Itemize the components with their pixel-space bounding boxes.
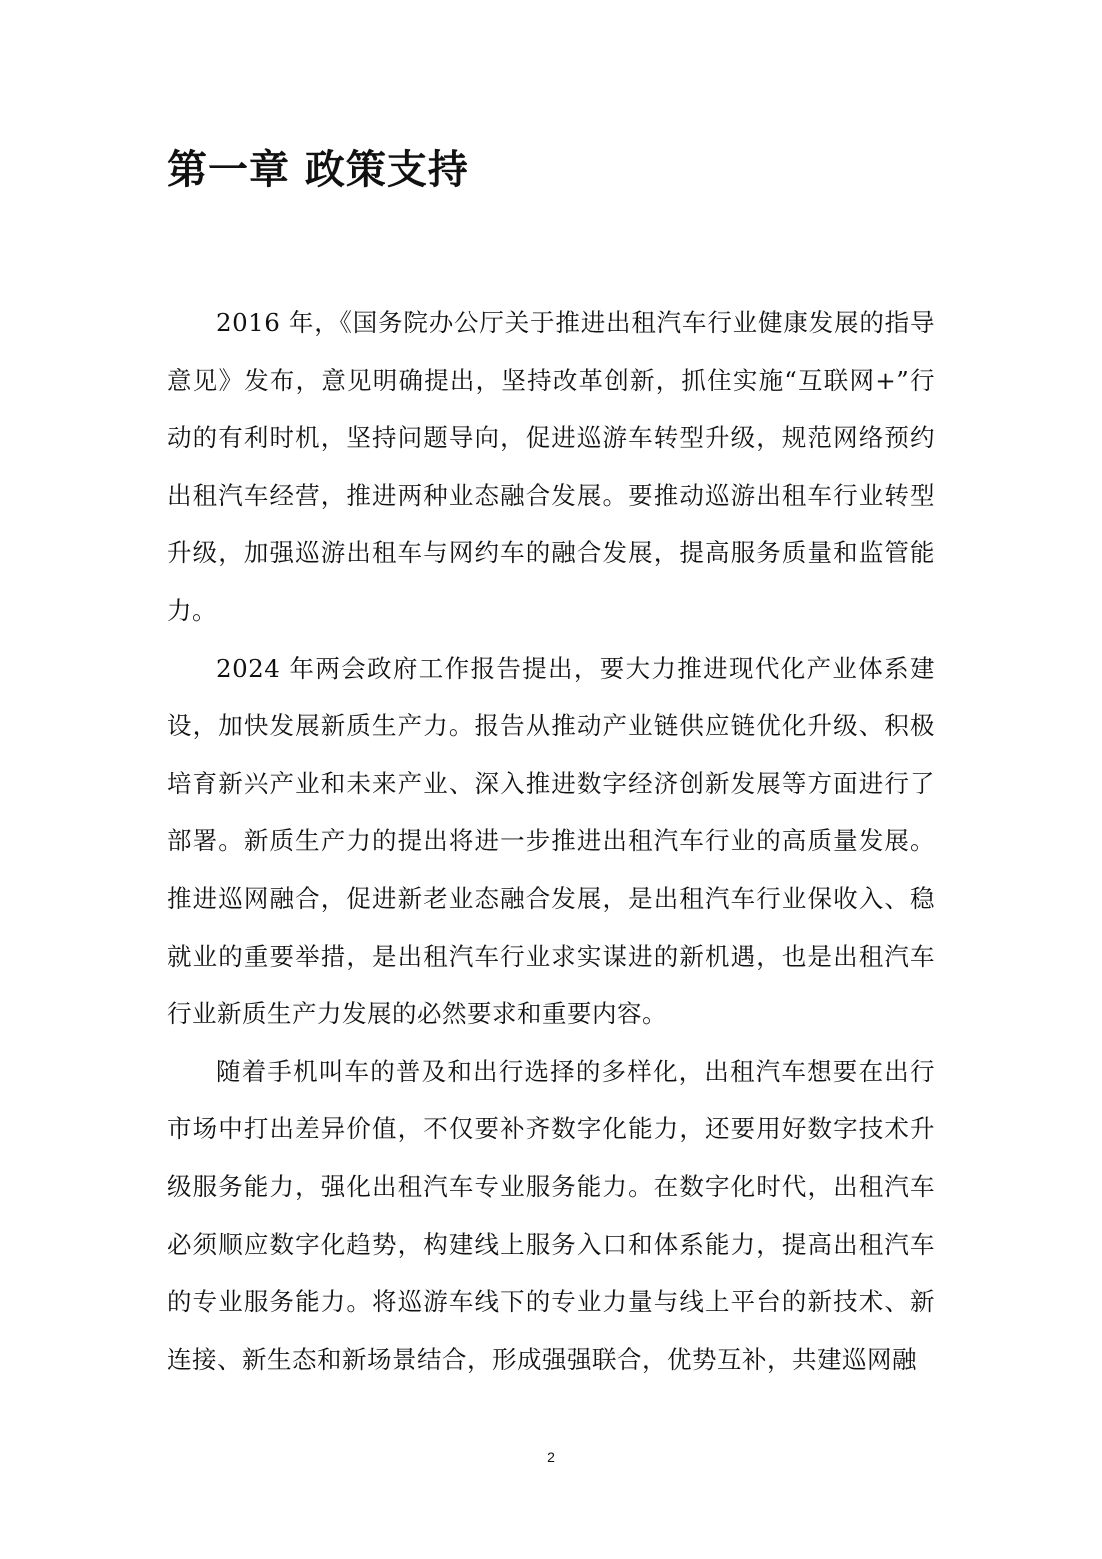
page-number: 2 [547,1449,555,1465]
paragraph-digitalization: 随着手机叫车的普及和出行选择的多样化，出租汽车想要在出行市场中打出差异价值，不仅要补齐数字化能力，还要用好数字技术升级服务能力，强化出租汽车专业服务能力。在数字化时代，出租汽车必须顺应数字化趋势，构建线上服务入口和体系能力，提高出租汽车的专业服务能力。将巡游车线下的专业力量与线上平台的新技术、新连接、新生态和新场景结合，形成强强联合，优势互补，共建巡网融 [167,1056,935,1374]
paragraph-policy-2016: 2016 年，《国务院办公厅关于推进出租汽车行业健康发展的指导意见》发布，意见明确提出，坚持改革创新，抓住实施“互联网+”行动的有利时机，坚持问题导向，促进巡游车转型升级，规范网络预约出租汽车经营，推进两种业态融合发展。要推动巡游出租车行业转型升级，加强巡游出租车与网约车的融合发展，提高服务质量和监管能力。 [167,308,935,625]
chapter-title: 第一章 政策支持 [167,147,469,193]
paragraph-report-2024: 2024 年两会政府工作报告提出，要大力推进现代化产业体系建设，加快发展新质生产力。报告从推动产业链供应链优化升级、积极培育新兴产业和未来产业、深入推进数字经济创新发展等方面进行了部署。新质生产力的提出将进一步推进出租汽车行业的高质量发展。推进巡网融合，促进新老业态融合发展，是出租汽车行业保收入、稳就业的重要举措，是出租汽车行业求实谋进的新机遇，也是出租汽车行业新质生产力发展的必然要求和重要内容。 [167,653,935,1029]
body-text [167,294,935,1388]
